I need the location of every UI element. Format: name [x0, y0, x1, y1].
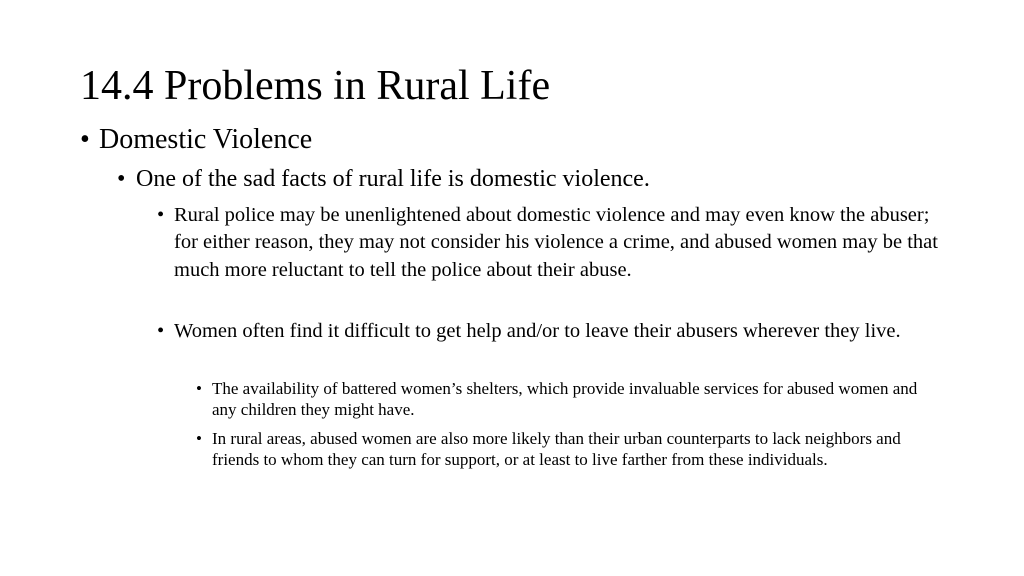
- bullet-text: Domestic Violence: [99, 124, 313, 155]
- bullet-shelters: [196, 378, 946, 420]
- bullet-rural-areas: [196, 428, 946, 470]
- slide-title: 14.4 Problems in Rural Life: [80, 63, 551, 109]
- bullet-text: Women often find it difficult to get help and/or to leave their abusers wherever they live.: [174, 320, 901, 342]
- bullet-sad-facts: [117, 164, 957, 194]
- bullet-glyph: •: [157, 320, 165, 342]
- bullet-glyph: •: [117, 166, 126, 192]
- bullet-text: The availability of battered women’s shelters, which provide invaluable services for abused women and any children they might have.: [212, 379, 918, 419]
- bullet-women-help: [157, 318, 947, 345]
- bullet-text: Rural police may be unenlightened about domestic violence and may even know the abuser; for either reason, they may not consider his violence a crime, and abused women may be that much more reluctant to tell the police about their abuse.: [174, 204, 938, 281]
- bullet-domestic-violence: [80, 123, 960, 157]
- bullet-text: One of the sad facts of rural life is domestic violence.: [136, 166, 650, 192]
- bullet-rural-police: [157, 202, 947, 284]
- bullet-glyph: •: [157, 204, 165, 226]
- bullet-text: In rural areas, abused women are also more likely than their urban counterparts to lack neighbors and friends to whom they can turn for support, or at least to live farther from these individuals.: [212, 429, 901, 469]
- bullet-glyph: •: [196, 379, 202, 398]
- bullet-glyph: •: [196, 429, 202, 448]
- bullet-glyph: •: [80, 124, 90, 155]
